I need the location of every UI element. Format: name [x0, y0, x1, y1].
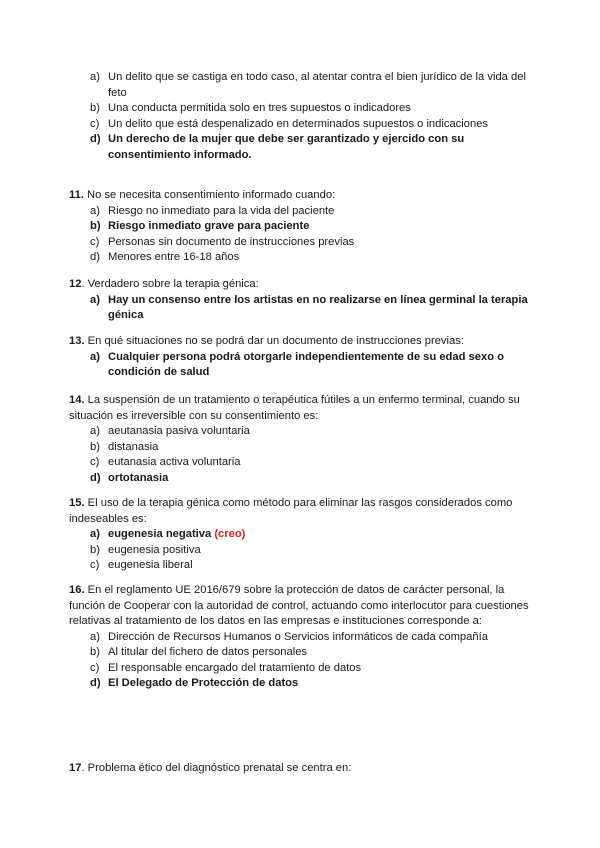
option-14b: b) distanasia — [90, 440, 159, 453]
question-14 — [69, 393, 537, 486]
question-14-text: 14. La suspensión de un tratamiento o terapéutica fútiles a un enfermo terminal, cuando su situación es irreversible con su consentimiento es: — [69, 394, 520, 422]
question-16 — [69, 583, 537, 692]
option-11d: d) Menores entre 16-18 años — [90, 251, 240, 263]
option-16d: d) El Delegado de Protección de datos — [90, 677, 299, 689]
option-10a: a) Un delito que se castiga en todo caso, al atentar contra el bien jurídico de la vida del feto — [90, 71, 526, 99]
option-14a: a) aeutanasia pasiva voluntaria — [90, 425, 250, 437]
question-12-text: 12. Verdadero sobre la terapia génica: — [69, 278, 259, 290]
option-14c: c) eutanasia activa voluntaria — [90, 456, 241, 468]
option-10c: c) Un delito que está despenalizado en determinados supuestos o indicaciones — [90, 117, 489, 130]
option-10b: b) Una conducta permitida solo en tres supuestos o indicadores — [90, 102, 411, 114]
option-16c: c) El responsable encargado del tratamiento de datos — [90, 661, 362, 674]
option-11c: c) Personas sin documento de instrucciones previas — [90, 235, 355, 248]
option-11b: b) Riesgo inmediato grave para paciente — [90, 220, 310, 232]
option-15a: a) eugenesia negativa (creo) — [90, 528, 246, 540]
question-12 — [69, 277, 537, 324]
question-13-text: 13. En qué situaciones no se podrá dar un documento de instrucciones previas: — [69, 335, 464, 347]
option-10d: d) Un derecho de la mujer que debe ser garantizado y ejercido con su consentimiento informado. — [90, 133, 465, 161]
option-16a: a) Dirección de Recursos Humanos o Servicios informáticos de cada compañía — [90, 630, 488, 643]
question-13 — [69, 334, 537, 381]
question-15 — [69, 496, 537, 574]
note-creo: (creo) — [214, 528, 246, 540]
question-17 — [69, 761, 537, 777]
question-15-text: 15. El uso de la terapia génica como método para eliminar las rasgos considerados como indeseables es: — [69, 497, 513, 525]
option-15b: b) eugenesia positiva — [90, 543, 201, 556]
question-10-options — [69, 70, 537, 163]
question-17-text: 17. Problema ético del diagnóstico prenatal se centra en: — [69, 762, 352, 774]
option-11a: a) Riesgo no inmediato para la vida del paciente — [90, 204, 335, 217]
option-16b: b) Al titular del fichero de datos personales — [90, 646, 308, 658]
option-15c: c) eugenesia liberal — [90, 559, 193, 571]
option-13a: a) Cualquier persona podrá otorgarle independientemente de su edad sexo o condición de salud — [90, 350, 504, 378]
question-16-text: 16. En el reglamento UE 2016/679 sobre la protección de datos de carácter personal, la función de Cooperar con la autoridad de control, actuando como interlocutor para cuestiones relativas al tratamiento de los datos en las empresas e instituciones corresponde a: — [69, 584, 529, 627]
option-12a: a) Hay un consenso entre los artistas en no realizarse en línea germinal la terapia génica — [90, 293, 528, 321]
question-11 — [69, 188, 537, 266]
question-11-text: 11. No se necesita consentimiento informado cuando: — [69, 189, 336, 201]
option-14d: d) ortotanasia — [90, 471, 169, 484]
